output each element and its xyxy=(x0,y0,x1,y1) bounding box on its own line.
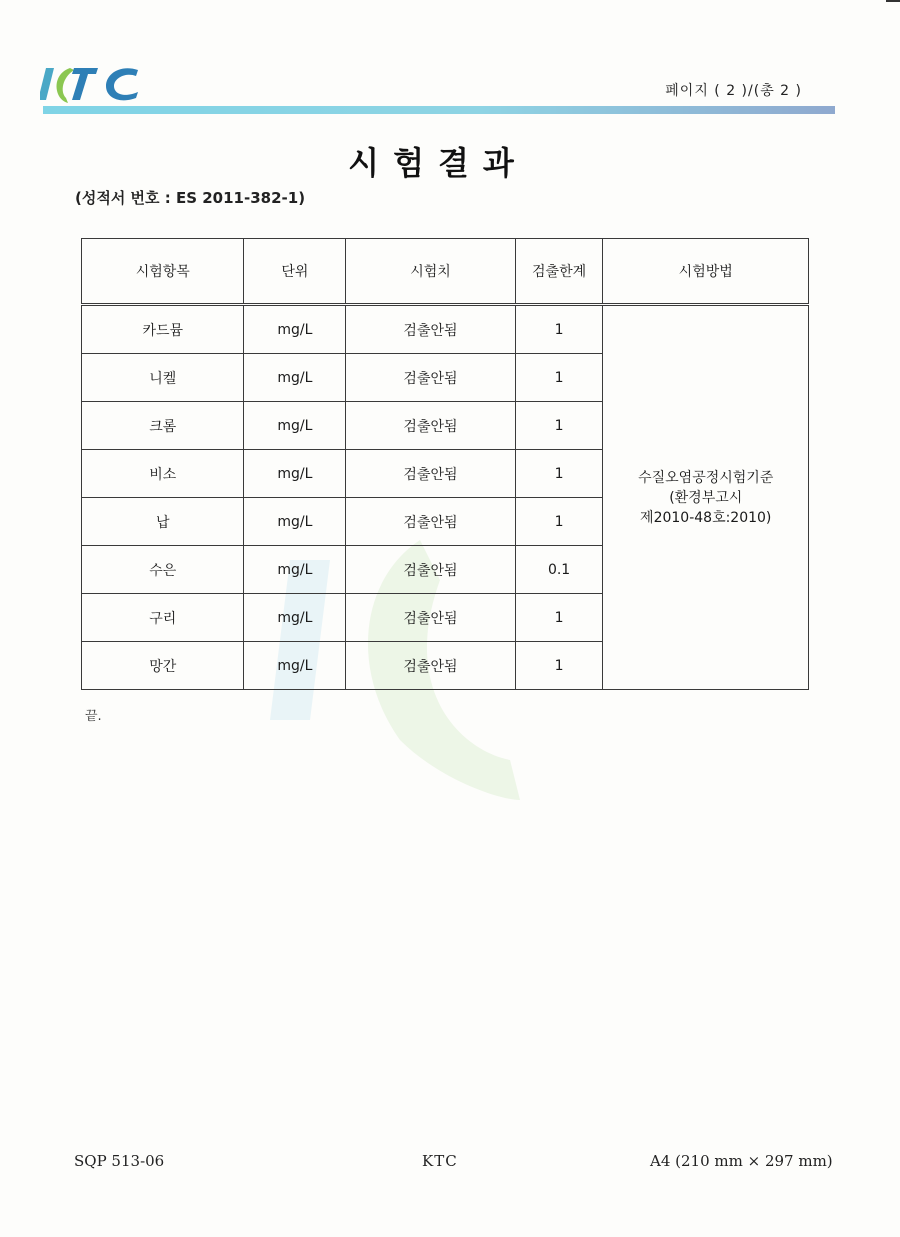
cell-result: 검출안됨 xyxy=(346,402,515,450)
table-row xyxy=(82,305,809,354)
cell-unit: mg/L xyxy=(244,546,346,594)
cell-limit: 1 xyxy=(515,354,603,402)
cell-item: 크롬 xyxy=(82,402,244,450)
cell-limit: 1 xyxy=(515,642,603,690)
cell-unit: mg/L xyxy=(244,498,346,546)
footer-paper-size: A4 (210 mm × 297 mm) xyxy=(650,1152,833,1170)
header-unit: 단위 xyxy=(244,239,346,305)
cell-result: 검출안됨 xyxy=(346,498,515,546)
method-line-1: 수질오염공정시험기준 xyxy=(638,469,774,486)
cell-result: 검출안됨 xyxy=(346,354,515,402)
cell-result: 검출안됨 xyxy=(346,642,515,690)
method-line-2: (환경부고시 xyxy=(669,489,743,506)
cell-item: 니켈 xyxy=(82,354,244,402)
header-test-item: 시험항목 xyxy=(82,239,244,305)
header-detection-limit: 검출한계 xyxy=(515,239,603,305)
header-test-method: 시험방법 xyxy=(603,239,809,305)
cell-limit: 0.1 xyxy=(515,546,603,594)
page-title: 시험결과 xyxy=(348,144,528,182)
cell-unit: mg/L xyxy=(244,450,346,498)
cell-result: 검출안됨 xyxy=(346,546,515,594)
footer-company: KTC xyxy=(422,1152,458,1170)
cell-item: 수은 xyxy=(82,546,244,594)
cell-limit: 1 xyxy=(515,498,603,546)
cell-unit: mg/L xyxy=(244,402,346,450)
cell-item: 망간 xyxy=(82,642,244,690)
cell-result: 검출안됨 xyxy=(346,594,515,642)
footer-form-code: SQP 513-06 xyxy=(74,1152,165,1170)
cell-limit: 1 xyxy=(515,402,603,450)
page-indicator: 페이지 ( 2 )/(총 2 ) xyxy=(665,83,802,99)
cell-unit: mg/L xyxy=(244,594,346,642)
cell-limit: 1 xyxy=(515,305,603,354)
cell-item: 카드뮴 xyxy=(82,305,244,354)
scan-edge-mark xyxy=(886,0,900,2)
cell-item: 비소 xyxy=(82,450,244,498)
ktc-logo xyxy=(40,62,170,106)
header-divider-bar xyxy=(43,106,835,114)
cell-limit: 1 xyxy=(515,594,603,642)
cell-test-method xyxy=(603,305,809,690)
method-line-3: 제2010-48호:2010) xyxy=(640,509,772,526)
cell-unit: mg/L xyxy=(244,642,346,690)
table-header-row xyxy=(82,239,809,305)
report-number: (성적서 번호 : ES 2011-382-1) xyxy=(75,189,306,207)
cell-unit: mg/L xyxy=(244,305,346,354)
cell-result: 검출안됨 xyxy=(346,305,515,354)
results-table xyxy=(81,238,809,690)
cell-limit: 1 xyxy=(515,450,603,498)
cell-item: 구리 xyxy=(82,594,244,642)
cell-item: 납 xyxy=(82,498,244,546)
cell-result: 검출안됨 xyxy=(346,450,515,498)
end-mark: 끝. xyxy=(85,709,102,724)
header-result: 시험치 xyxy=(346,239,515,305)
cell-unit: mg/L xyxy=(244,354,346,402)
